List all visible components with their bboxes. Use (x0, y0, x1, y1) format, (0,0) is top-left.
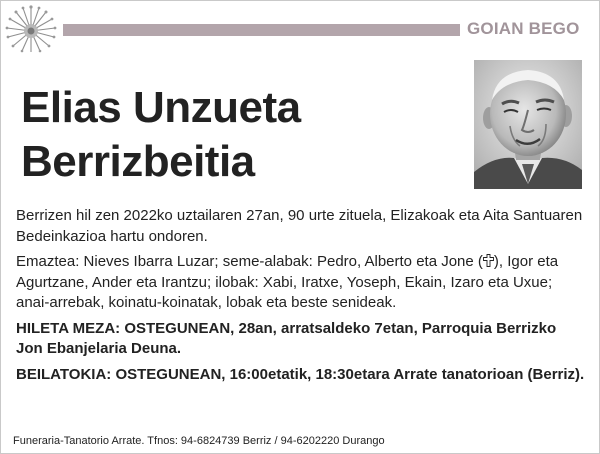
portrait-icon (474, 60, 582, 189)
header-title: GOIAN BEGO (467, 19, 580, 38)
death-notice-text: Berrizen hil zen 2022ko uztailaren 27an, 90 urte zituela, Elizakoak eta Aita Santuaren Bedeinkazioa hartu ondoren. (16, 207, 583, 245)
flower-emblem-icon (5, 5, 57, 53)
family-text-part2: ), Igor eta Agurtzane, Ander eta Irantzu; ilobak: Xabi, Iratxe, Yoseph, Ekain, Izaro eta Uxue; anai-arrebak, koinatu-koinatak, lobak eta beste senideak. (16, 253, 559, 311)
deceased-name (21, 81, 461, 189)
header-bar (63, 24, 460, 36)
funeral-mass-text: HILETA MEZA: OSTEGUNEAN, 28an, arratsaldeko 7etan, Parroquia Berrizko Jon Ebanjelaria Deuna. (16, 319, 557, 357)
obituary-body (16, 206, 586, 390)
deceased-name-line1: Elias Unzueta (21, 83, 301, 132)
portrait-photo (474, 60, 582, 189)
footer-contact: Funeraria-Tanatorio Arrate. Tfnos: 94-6824739 Berriz / 94-6202220 Durango (13, 435, 385, 447)
family-text-part1: Emaztea: Nieves Ibarra Luzar; seme-alabak: Pedro, Alberto eta Jone ( (16, 253, 483, 270)
cross-icon (483, 254, 494, 267)
wake-text: BEILATOKIA: OSTEGUNEAN, 16:00etatik, 18:30etara Arrate tanatorioan (Berriz). (16, 365, 585, 383)
family-text (16, 252, 586, 314)
deceased-name-line2: Berrizbeitia (21, 137, 255, 186)
